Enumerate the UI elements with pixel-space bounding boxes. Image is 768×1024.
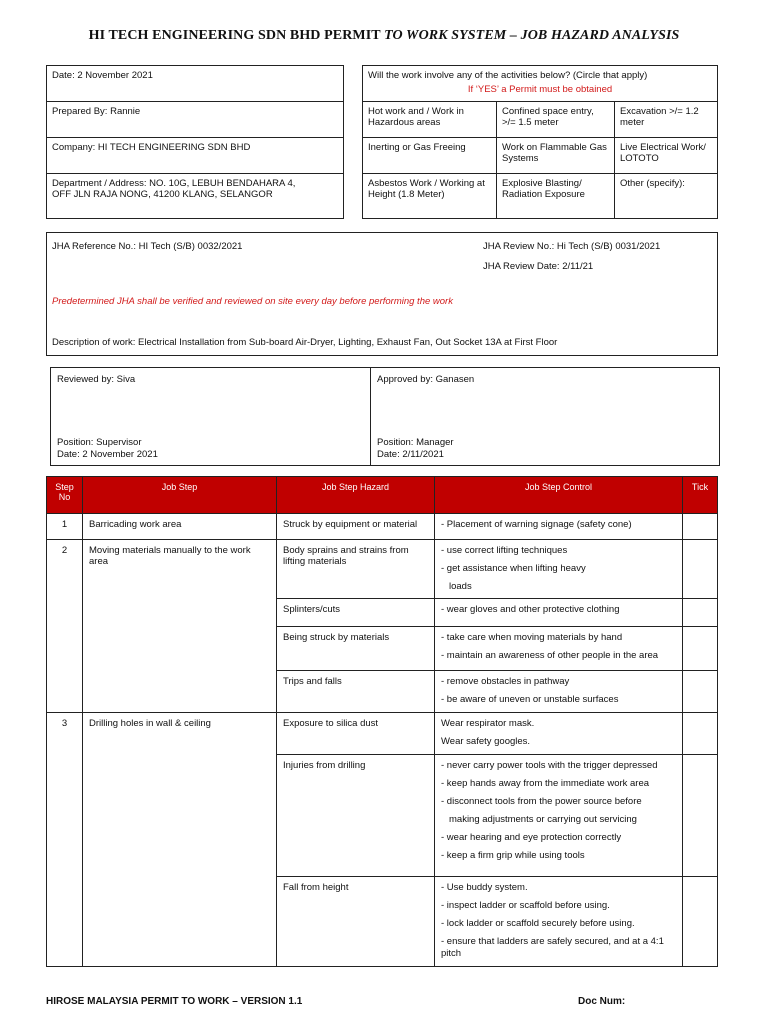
tick-cell[interactable] [683,514,718,540]
control-line: - be aware of uneven or unstable surfaces [441,694,619,705]
control-line: - use correct lifting techniques [441,545,568,556]
address-line-1: Department / Address: NO. 10G, LEBUH BENDAHARA 4, [52,178,296,189]
control-line: - never carry power tools with the trigger depressed [441,760,658,771]
control-line: - wear gloves and other protective clothing [441,604,620,615]
tick-cell[interactable] [683,540,718,599]
jha-reference-no: JHA Reference No.: HI Tech (S/B) 0032/2021 [52,241,243,252]
activity-cell[interactable]: Excavation >/= 1.2 meter [615,102,718,138]
activity-cell[interactable]: Work on Flammable Gas Systems [497,138,615,174]
work-description: Description of work: Electrical Installation from Sub-board Air-Dryer, Lighting, Exhaust Fan, Out Socket 13A at First Floor [52,337,558,348]
control-line: - lock ladder or scaffold securely before using. [441,918,635,929]
header-step-no: Step No [47,477,83,514]
activities-header [363,66,718,102]
job-step-control [435,599,683,627]
job-step: Drilling holes in wall & ceiling [83,713,277,967]
control-line: - disconnect tools from the power source before [441,796,642,807]
activity-cell[interactable]: Live Electrical Work/ LOTOTO [615,138,718,174]
job-step-hazard: Fall from height [277,877,435,967]
job-step-control [435,671,683,713]
table-row [47,514,718,540]
activities-table [362,65,718,219]
info-left-table [46,65,344,219]
header-job-step: Job Step [83,477,277,514]
activity-cell[interactable]: Asbestos Work / Working at Height (1.8 Meter) [363,174,497,219]
activities-question: Will the work involve any of the activities below? (Circle that apply) [368,70,648,81]
job-hazard-table [46,476,718,967]
step-number: 1 [47,514,83,540]
activity-cell[interactable]: Other (specify): [615,174,718,219]
control-line: making adjustments or carrying out servicing [449,814,637,825]
job-step: Moving materials manually to the work area [83,540,277,713]
approved-by: Approved by: Ganasen [377,374,475,385]
tick-cell[interactable] [683,671,718,713]
job-step-control [435,713,683,755]
header-hazard: Job Step Hazard [277,477,435,514]
job-step-control [435,877,683,967]
activity-cell[interactable]: Inerting or Gas Freeing [363,138,497,174]
activity-cell[interactable]: Confined space entry, >/= 1.5 meter [497,102,615,138]
address-field [47,174,344,219]
jha-review-date: JHA Review Date: 2/11/21 [483,261,594,272]
job-step-control [435,627,683,671]
control-line: - get assistance when lifting heavy [441,563,586,574]
step-number: 2 [47,540,83,713]
date-field: Date: 2 November 2021 [47,66,344,102]
control-line: - inspect ladder or scaffold before using. [441,900,610,911]
reviewer-position: Position: Supervisor [57,437,142,448]
activity-cell[interactable]: Explosive Blasting/ Radiation Exposure [497,174,615,219]
reviewed-by: Reviewed by: Siva [57,374,136,385]
control-line: - Use buddy system. [441,882,528,893]
control-line: - maintain an awareness of other people in the area [441,650,659,661]
control-line: - keep a firm grip while using tools [441,850,585,861]
table-row [47,713,718,755]
control-line: loads [449,581,472,592]
job-step-hazard: Injuries from drilling [277,755,435,877]
control-line: - keep hands away from the immediate work area [441,778,650,789]
title-italic: TO WORK SYSTEM – JOB HAZARD ANALYSIS [384,28,680,43]
tick-cell[interactable] [683,713,718,755]
job-step-control [435,540,683,599]
step-number: 3 [47,713,83,967]
job-step-hazard: Splinters/cuts [277,599,435,627]
job-step-hazard: Body sprains and strains from lifting materials [277,540,435,599]
header-control: Job Step Control [435,477,683,514]
jha-warning: Predetermined JHA shall be verified and reviewed on site every day before performing the work [52,296,453,307]
document-title [0,28,768,44]
job-step-control [435,514,683,540]
job-step-hazard: Exposure to silica dust [277,713,435,755]
approver-date: Date: 2/11/2021 [377,449,444,460]
header-tick: Tick [683,477,718,514]
tick-cell[interactable] [683,877,718,967]
tick-cell[interactable] [683,627,718,671]
control-line: - take care when moving materials by hand [441,632,623,643]
address-line-2: OFF JLN RAJA NONG, 41200 KLANG, SELANGOR [52,189,273,200]
table-row [47,540,718,599]
footer-version: HIROSE MALAYSIA PERMIT TO WORK – VERSION 1.1 [46,996,303,1007]
activity-cell[interactable]: Hot work and / Work in Hazardous areas [363,102,497,138]
jha-reference-box [46,232,718,356]
approver-cell [371,368,720,466]
control-line: - wear hearing and eye protection correctly [441,832,622,843]
reviewer-date: Date: 2 November 2021 [57,449,158,460]
permit-note: If ‘YES’ a Permit must be obtained [467,84,613,95]
job-step-hazard: Trips and falls [277,671,435,713]
review-table [50,367,720,466]
tick-cell[interactable] [683,599,718,627]
company-field: Company: HI TECH ENGINEERING SDN BHD [47,138,344,174]
job-step-control [435,755,683,877]
control-line: - Placement of warning signage (safety cone) [441,519,632,530]
jha-review-no: JHA Review No.: Hi Tech (S/B) 0031/2021 [483,241,661,252]
footer-doc-num: Doc Num: [578,996,626,1007]
control-line: - ensure that ladders are safely secured, and at a 4:1 pitch [441,936,664,959]
job-step: Barricading work area [83,514,277,540]
approver-position: Position: Manager [377,437,454,448]
job-step-hazard: Being struck by materials [277,627,435,671]
prepared-by-field: Prepared By: Rannie [47,102,344,138]
tick-cell[interactable] [683,755,718,877]
control-line: Wear respirator mask. [441,718,535,729]
job-step-hazard: Struck by equipment or material [277,514,435,540]
reviewer-cell [51,368,371,466]
control-line: Wear safety googles. [441,736,531,747]
title-main: HI TECH ENGINEERING SDN BHD PERMIT [88,28,385,43]
control-line: - remove obstacles in pathway [441,676,570,687]
